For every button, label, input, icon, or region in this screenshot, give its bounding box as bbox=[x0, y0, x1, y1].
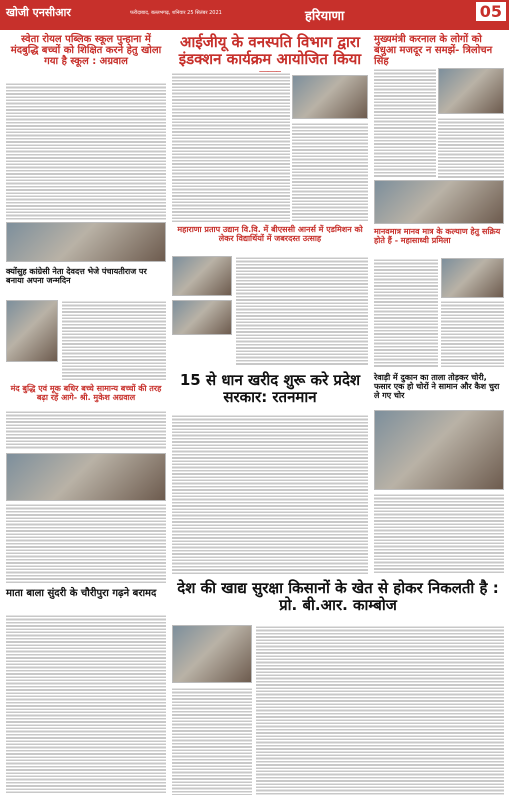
story-9-photo bbox=[374, 410, 504, 490]
masthead: खोजी एनसीआर bbox=[6, 6, 71, 19]
headline-2: आईजीयू के वनस्पति विभाग द्वारा इंडक्शन कार्यक्रम आयोजित किया bbox=[178, 33, 362, 68]
headline-11: देश की खाद्य सुरक्षा किसानों के खेत से होकर निकलती है : प्रो. बी.आर. काम्बोज bbox=[177, 579, 499, 614]
story-2-body-2 bbox=[292, 122, 368, 222]
story-5-photo-2 bbox=[172, 300, 232, 335]
headline-4: क्योंसुह कांग्रेसी नेता देवदत्त भेजे पंचायतीराज पर बनाया अपना जन्मदिन bbox=[6, 267, 147, 285]
dateline: फरीदाबाद, बल्लभगढ़, शनिवार 25 सितंबर 2021 bbox=[130, 10, 222, 16]
story-3-body bbox=[374, 68, 436, 178]
story-11-body-2 bbox=[172, 687, 252, 795]
story-10-body bbox=[6, 614, 166, 794]
headline-7: मंद बुद्धि एवं मूक बधिर बच्चे सामान्य बच्चों की तरह बढ़ा रहें आगे- श्री. मुकेश अग्रवाल bbox=[10, 384, 162, 402]
story-2-photo bbox=[292, 75, 368, 119]
headline-5: महाराणा प्रताप उद्यान वि.वि. में बीएससी आनर्स में एडमिशन को लेकर विद्यार्थियों में जबरदस्त उत्साह bbox=[177, 225, 363, 243]
header-band bbox=[0, 0, 509, 30]
story-5-body bbox=[236, 256, 368, 366]
headline-6: मानवमात्र मानव मात्र के कल्याण हेतु सक्रिय होते हैं - महासाध्वी प्रमिला bbox=[374, 227, 501, 245]
headline-3: मुख्यमंत्री करनाल के लोगों को बंधुआ मजदूर न समझें- त्रिलोचन सिंह bbox=[374, 34, 493, 68]
story-4-body bbox=[62, 300, 166, 380]
story-8-body bbox=[172, 414, 368, 574]
headline-1: स्वेता रोयल पब्लिक स्कूल पुन्हाना में मंदबुद्धि बच्चों को शिक्षित करने हेतु खोला गया है स्कूल : अग्रवाल bbox=[10, 34, 162, 68]
story-6-body-2 bbox=[441, 300, 504, 368]
story-1-photo bbox=[6, 222, 166, 262]
story-4-photo bbox=[6, 300, 58, 362]
story-2-body bbox=[172, 72, 290, 222]
story-7-body bbox=[6, 410, 166, 450]
story-3-photo bbox=[438, 68, 504, 114]
headline-8: 15 से धान खरीद शुरू करे प्रदेश सरकार: रतनमान bbox=[179, 371, 361, 406]
page-number: 05 bbox=[476, 2, 506, 21]
story-7-photo bbox=[6, 453, 166, 501]
story-3-photo-2 bbox=[374, 180, 504, 224]
story-5-photo bbox=[172, 256, 232, 296]
story-7-body-2 bbox=[6, 503, 166, 583]
story-11-body bbox=[256, 625, 504, 795]
story-6-body bbox=[374, 258, 438, 368]
section-title: हरियाणा bbox=[305, 9, 345, 24]
story-11-photo bbox=[172, 625, 252, 683]
story-6-photo bbox=[441, 258, 504, 298]
story-1-body bbox=[6, 82, 166, 220]
headline-9: रेवाड़ी में दुकान का ताला तोड़कर चोरी, फसार एक हो चोरों ने सामान और कैश चुरा ले गए चोर bbox=[374, 373, 500, 400]
story-9-body bbox=[374, 493, 504, 573]
headline-10: माता बाला सुंदरी के चौरीपुरा गढ़ने बरामद bbox=[6, 588, 157, 599]
story-3-body-2 bbox=[438, 117, 504, 178]
